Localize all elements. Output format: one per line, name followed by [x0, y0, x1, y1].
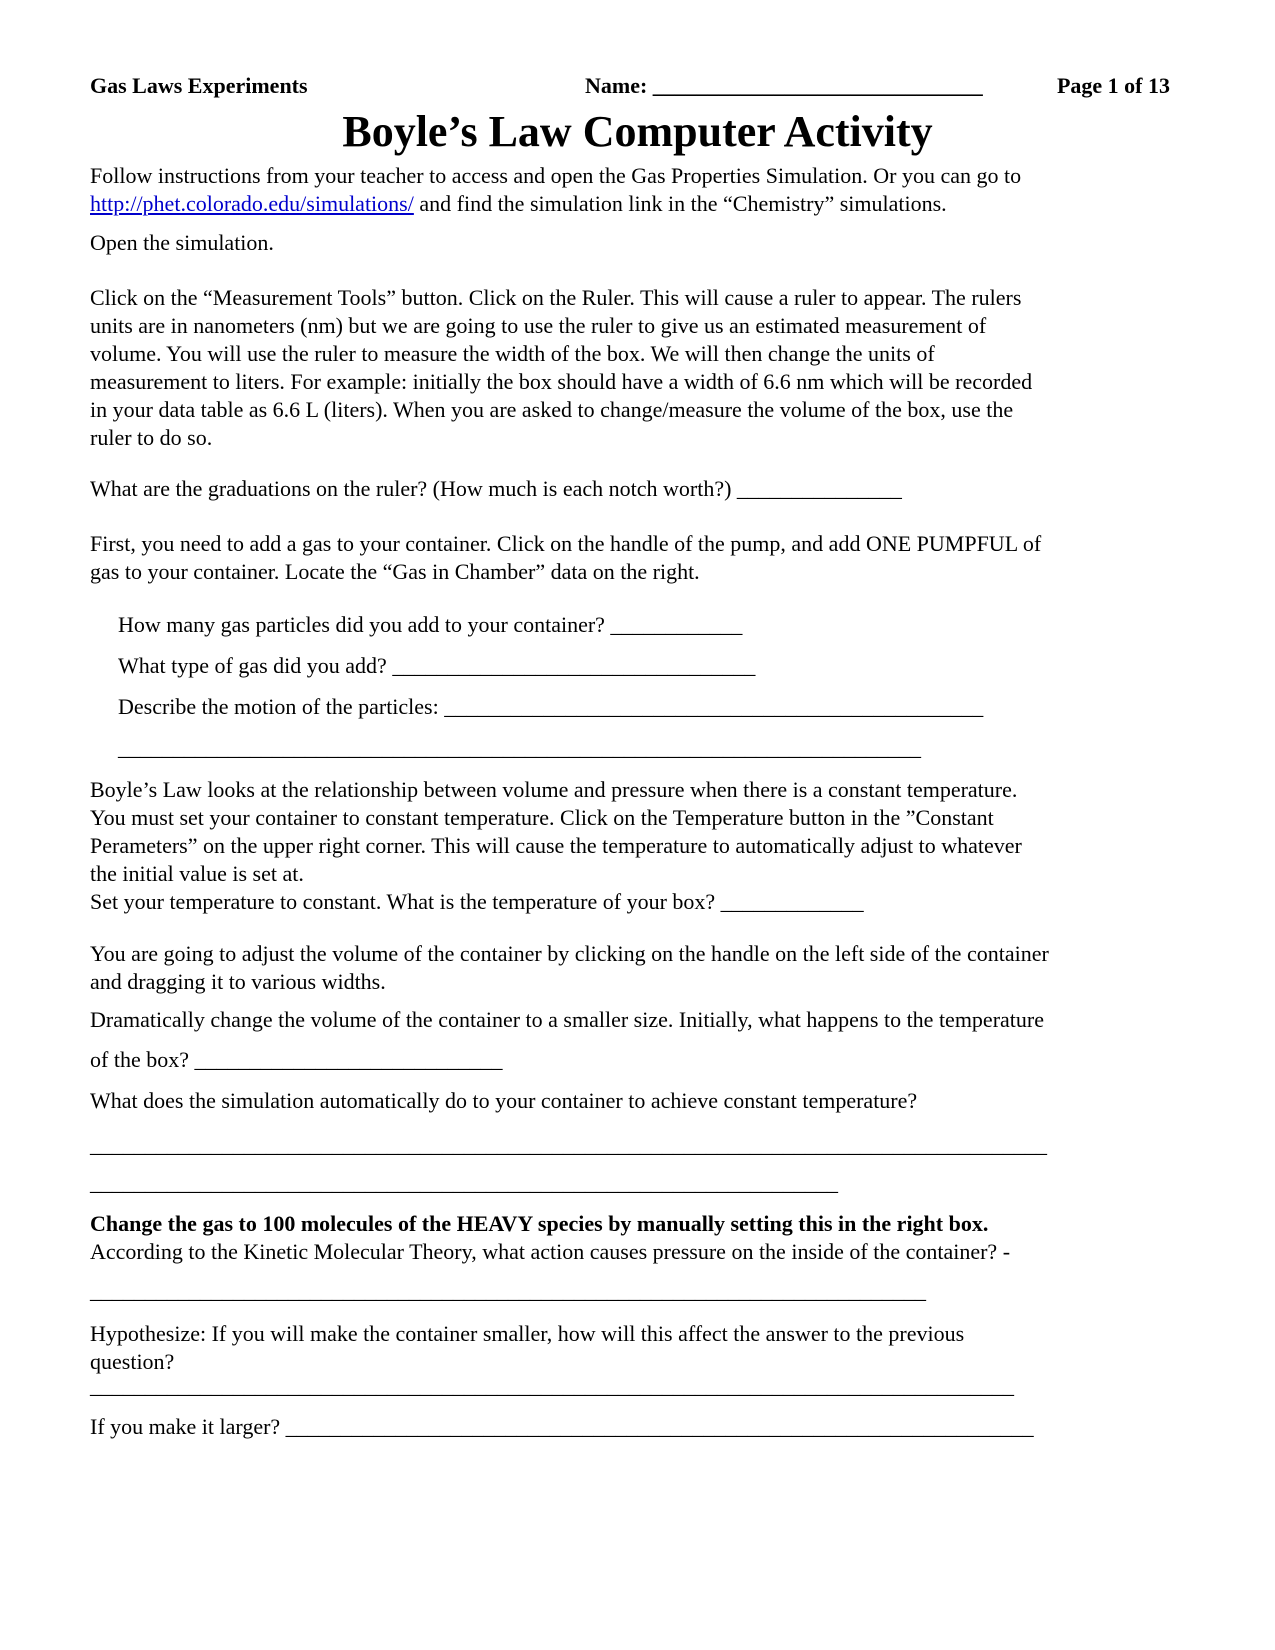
- open-simulation-text: Open the simulation.: [90, 230, 274, 255]
- kmt-question: According to the Kinetic Molecular Theory, what action causes pressure on the inside of the container? -: [90, 1239, 1011, 1264]
- ruler-line: Click on the “Measurement Tools” button. Click on the Ruler. This will cause a ruler to appear. The rulers: [90, 285, 1022, 310]
- intro-line-2: and find the simulation link in the “Chemistry” simulations.: [413, 191, 947, 216]
- ruler-instructions: [90, 284, 1180, 452]
- boyles-law-paragraph: [90, 776, 1180, 916]
- intro-line-1: Follow instructions from your teacher to access and open the Gas Properties Simulation. Or you can go to: [90, 163, 1022, 188]
- particles-question: How many gas particles did you add to your container? ____________: [118, 612, 743, 637]
- boyles-line: Perameters” on the upper right corner. This will cause the temperature to automatically adjust to whatever: [90, 833, 1022, 858]
- answer-line: ____________________________________________________________________________________: [90, 1373, 1014, 1398]
- heavy-species-instruction: Change the gas to 100 molecules of the HEAVY species by manually setting this in the right box.: [90, 1211, 989, 1236]
- temperature-question: Set your temperature to constant. What is the temperature of your box? _____________: [90, 889, 864, 914]
- adjust-volume-paragraph: [90, 940, 1180, 996]
- boyles-line: You must set your container to constant temperature. Click on the Temperature button in the ”Constant: [90, 805, 994, 830]
- larger-question: If you make it larger? ____________________________________________________________________: [90, 1414, 1034, 1439]
- ruler-line: in your data table as 6.6 L (liters). When you are asked to change/measure the volume of the box, use the: [90, 397, 1014, 422]
- hypothesize-line: question?: [90, 1349, 175, 1374]
- phet-link[interactable]: http://phet.colorado.edu/simulations/: [90, 191, 414, 216]
- box-temperature-answer: of the box? ____________________________: [90, 1047, 503, 1072]
- gas-type-question: What type of gas did you add? _________________________________: [118, 653, 756, 678]
- add-gas-instructions: [90, 530, 1180, 586]
- header-page-number: Page 1 of 13: [1056, 73, 1170, 98]
- constant-temperature-question: What does the simulation automatically do to your container to achieve constant temperature?: [90, 1088, 918, 1113]
- ruler-line: units are in nanometers (nm) but we are going to use the ruler to give us an estimated measurement of: [90, 313, 987, 338]
- add-gas-line: First, you need to add a gas to your container. Click on the handle of the pump, and add ONE PUMPFUL of: [90, 531, 1042, 556]
- page-title: Boyle’s Law Computer Activity: [342, 107, 933, 156]
- ruler-line: volume. You will use the ruler to measure the width of the box. We will then change the units of: [90, 341, 935, 366]
- add-gas-line: gas to your container. Locate the “Gas in Chamber” data on the right.: [90, 559, 700, 584]
- motion-question: Describe the motion of the particles: _________________________________________________: [118, 694, 984, 719]
- answer-line: ____________________________________________________________________________: [90, 1278, 926, 1303]
- intro-paragraph: [90, 162, 1180, 218]
- ruler-line: measurement to liters. For example: initially the box should have a width of 6.6 nm which will be recorded: [90, 369, 1033, 394]
- answer-line: ____________________________________________________________________: [90, 1170, 838, 1195]
- header-course: Gas Laws Experiments: [90, 73, 308, 98]
- boyles-line: Boyle’s Law looks at the relationship between volume and pressure when there is a constant temperature.: [90, 777, 1018, 802]
- adjust-line: and dragging it to various widths.: [90, 969, 386, 994]
- motion-answer-line: _________________________________________________________________________: [118, 735, 921, 760]
- header-name-field: Name: ______________________________: [585, 73, 983, 98]
- graduations-question: What are the graduations on the ruler? (How much is each notch worth?) _______________: [90, 476, 902, 501]
- ruler-line: ruler to do so.: [90, 425, 213, 450]
- answer-line: _______________________________________________________________________________________: [90, 1132, 1047, 1157]
- heavy-species-section: [90, 1210, 1180, 1266]
- page-header: [90, 72, 1170, 102]
- boyles-line: the initial value is set at.: [90, 861, 304, 886]
- hypothesize-line: Hypothesize: If you will make the container smaller, how will this affect the answer to the previous: [90, 1321, 965, 1346]
- hypothesize-question: [90, 1320, 1180, 1376]
- change-volume-question: Dramatically change the volume of the container to a smaller size. Initially, what happens to the temperature: [90, 1007, 1044, 1032]
- adjust-line: You are going to adjust the volume of the container by clicking on the handle on the left side of the container: [90, 941, 1049, 966]
